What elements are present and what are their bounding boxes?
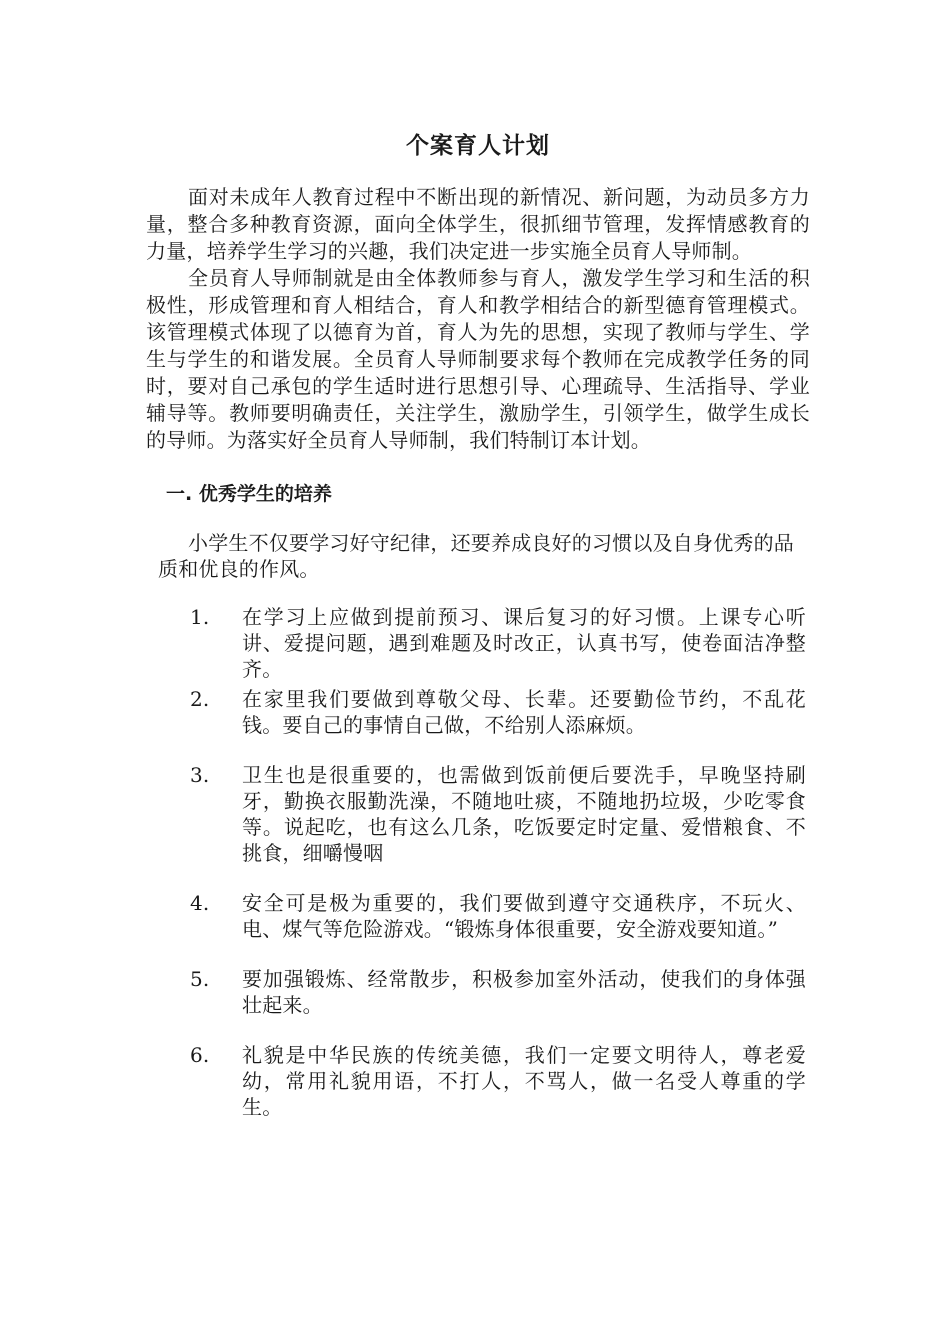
list-number: 5. <box>190 967 210 991</box>
numbered-list <box>146 604 810 1120</box>
list-number: 4. <box>190 891 210 915</box>
document-page <box>146 130 810 1120</box>
list-text: 在学习上应做到提前预习、课后复习的好习惯。上课专心听讲、爱提问题，遇到难题及时改正，认真书写，使卷面洁净整齐。 <box>242 605 806 681</box>
list-item <box>146 1042 810 1120</box>
list-item <box>146 762 810 866</box>
list-item <box>146 966 810 1018</box>
list-text: 卫生也是很重要的，也需做到饭前便后要洗手，早晚坚持刷牙，勤换衣服勤洗澡，不随地吐痰，不随地扔垃圾，少吃零食等。说起吃，也有这么几条，吃饭要定时定量、爱惜粮食、不挑食，细嚼慢咽 <box>242 763 806 865</box>
list-text: 要加强锻炼、经常散步，积极参加室外活动，使我们的身体强壮起来。 <box>242 967 806 1017</box>
list-item <box>146 890 810 942</box>
list-item <box>146 604 810 682</box>
list-number: 1. <box>190 605 210 629</box>
list-text: 礼貌是中华民族的传统美德，我们一定要文明待人，尊老爱幼，常用礼貌用语，不打人，不骂人，做一名受人尊重的学生。 <box>242 1043 806 1119</box>
document-title: 个案育人计划 <box>406 133 550 159</box>
list-item <box>146 686 810 738</box>
list-number: 3. <box>190 763 210 787</box>
list-number: 2. <box>190 687 210 711</box>
section-heading: 一. 优秀学生的培养 <box>166 483 332 505</box>
list-text: 在家里我们要做到尊敬父母、长辈。还要勤俭节约，不乱花钱。要自己的事情自己做，不给别人添麻烦。 <box>242 687 806 737</box>
section-intro: 小学生不仅要学习好守纪律，还要养成良好的习惯以及自身优秀的品质和优良的作风。 <box>158 531 794 581</box>
list-text: 安全可是极为重要的，我们要做到遵守交通秩序，不玩火、电、煤气等危险游戏。“锻炼身体很重要，安全游戏要知道。” <box>242 891 806 941</box>
list-number: 6. <box>190 1043 210 1067</box>
intro-paragraph-1: 面对未成年人教育过程中不断出现的新情况、新问题，为动员多方力量，整合多种教育资源，面向全体学生，很抓细节管理，发挥情感教育的力量，培养学生学习的兴趣，我们决定进一步实施全员育人导师制。 <box>146 185 810 263</box>
intro-paragraph-2: 全员育人导师制就是由全体教师参与育人，激发学生学习和生活的积极性，形成管理和育人相结合，育人和教学相结合的新型德育管理模式。该管理模式体现了以德育为首，育人为先的思想，实现了教师与学生、学生与学生的和谐发展。全员育人导师制要求每个教师在完成教学任务的同时，要对自己承包的学生适时进行思想引导、心理疏导、生活指导、学业辅导等。教师要明确责任，关注学生，激励学生，引领学生，做学生成长的导师。为落实好全员育人导师制，我们特制订本计划。 <box>146 266 810 452</box>
